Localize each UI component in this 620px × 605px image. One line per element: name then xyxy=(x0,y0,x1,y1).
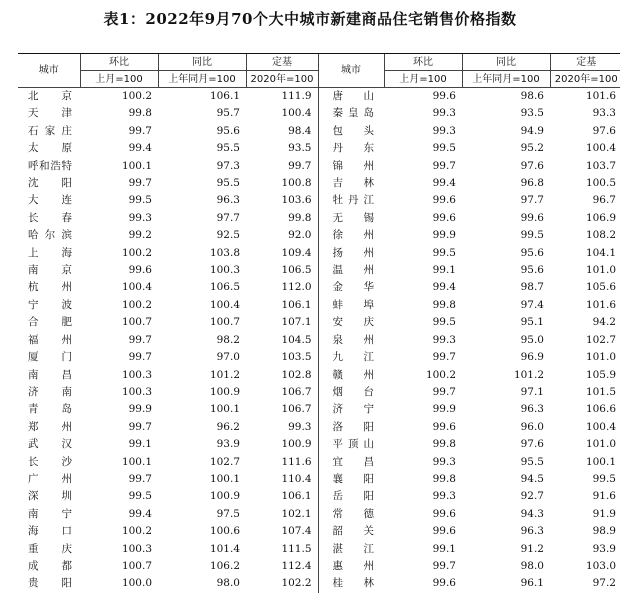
left-city-cell: 上海 xyxy=(28,246,72,259)
table-row xyxy=(18,419,620,436)
table-row xyxy=(18,192,620,209)
header-yoy-base-right: 上年同月=100 xyxy=(462,71,550,88)
right-city-cell: 秦皇岛 xyxy=(332,107,374,120)
left-mom-cell: 100.2 xyxy=(121,90,152,102)
right-yoy-cell: 92.7 xyxy=(520,490,544,503)
right-city-cell: 平顶山 xyxy=(332,438,374,451)
left-yoy-cell: 95.6 xyxy=(216,124,240,137)
header-mom-base-left: 上月=100 xyxy=(80,71,158,88)
right-fixed-cell: 98.9 xyxy=(592,525,616,538)
header-city-left: 城市 xyxy=(18,54,80,88)
header-yoy-right: 同比 xyxy=(462,54,550,71)
left-fixed-cell: 99.8 xyxy=(246,210,318,227)
left-yoy-cell: 100.4 xyxy=(209,298,240,311)
left-mom-cell: 99.5 xyxy=(128,490,152,503)
left-yoy-cell: 95.5 xyxy=(216,177,240,190)
left-fixed-cell: 100.9 xyxy=(246,436,318,453)
right-yoy-cell: 94.5 xyxy=(520,472,544,485)
left-fixed-cell: 109.4 xyxy=(246,245,318,262)
left-mom-cell: 100.1 xyxy=(121,159,152,172)
right-mom-cell: 99.6 xyxy=(432,211,456,224)
left-mom-cell: 100.3 xyxy=(121,368,152,381)
left-mom-cell: 99.7 xyxy=(128,333,152,346)
left-city-cell: 长春 xyxy=(28,211,72,224)
right-city-cell: 徐州 xyxy=(332,229,374,242)
left-yoy-cell: 100.1 xyxy=(209,403,240,416)
left-city-cell: 成都 xyxy=(28,559,72,572)
table-row xyxy=(18,436,620,453)
right-city-cell: 洛阳 xyxy=(332,420,374,433)
table-row xyxy=(18,158,620,175)
left-mom-cell: 99.4 xyxy=(128,142,152,155)
right-city-cell: 唐山 xyxy=(332,90,374,102)
left-yoy-cell: 106.5 xyxy=(209,281,240,294)
right-yoy-cell: 93.5 xyxy=(520,107,544,120)
right-fixed-cell: 93.9 xyxy=(592,542,616,555)
left-yoy-cell: 100.7 xyxy=(209,316,240,329)
right-city-cell: 泉州 xyxy=(332,333,374,346)
left-fixed-cell: 106.1 xyxy=(246,488,318,505)
header-fixed-base-right: 2020年=100 xyxy=(550,71,620,88)
left-fixed-cell: 112.4 xyxy=(246,558,318,575)
left-yoy-cell: 103.8 xyxy=(209,246,240,259)
left-fixed-cell: 107.4 xyxy=(246,523,318,540)
right-yoy-cell: 97.4 xyxy=(520,298,544,311)
left-mom-cell: 100.2 xyxy=(121,246,152,259)
right-yoy-cell: 101.2 xyxy=(513,368,544,381)
header-mom-right: 环比 xyxy=(384,54,462,71)
left-yoy-cell: 97.3 xyxy=(216,159,240,172)
right-mom-cell: 99.5 xyxy=(432,246,456,259)
table-row xyxy=(18,384,620,401)
left-yoy-cell: 98.2 xyxy=(216,333,240,346)
left-mom-cell: 99.7 xyxy=(128,472,152,485)
left-yoy-cell: 100.9 xyxy=(209,385,240,398)
right-fixed-cell: 102.7 xyxy=(585,333,616,346)
right-mom-cell: 99.8 xyxy=(432,298,456,311)
table-row xyxy=(18,227,620,244)
right-city-cell: 无锡 xyxy=(332,211,374,224)
left-city-cell: 武汉 xyxy=(28,438,72,451)
right-mom-cell: 99.9 xyxy=(432,403,456,416)
right-city-cell: 包头 xyxy=(332,124,374,137)
table-header-row xyxy=(18,54,620,71)
page-title: 表1：2022年9月70个大中城市新建商品住宅销售价格指数 xyxy=(103,10,517,28)
table-row xyxy=(18,245,620,262)
left-yoy-cell: 98.0 xyxy=(216,577,240,590)
left-yoy-cell: 96.2 xyxy=(216,420,240,433)
right-yoy-cell: 95.6 xyxy=(520,264,544,277)
right-fixed-cell: 101.5 xyxy=(585,385,616,398)
right-yoy-cell: 97.6 xyxy=(520,438,544,451)
table-row xyxy=(18,297,620,314)
right-yoy-cell: 97.7 xyxy=(520,194,544,207)
right-fixed-cell: 99.5 xyxy=(592,472,616,485)
right-fixed-cell: 101.0 xyxy=(585,264,616,277)
left-fixed-cell: 93.5 xyxy=(246,140,318,157)
left-mom-cell: 99.9 xyxy=(128,403,152,416)
left-city-cell: 呼和浩特 xyxy=(28,159,72,172)
right-mom-cell: 99.5 xyxy=(432,316,456,329)
left-fixed-cell: 112.0 xyxy=(246,279,318,296)
left-fixed-cell: 102.2 xyxy=(246,575,318,592)
right-mom-cell: 99.3 xyxy=(432,455,456,468)
left-yoy-cell: 97.5 xyxy=(216,507,240,520)
left-yoy-cell: 95.7 xyxy=(216,107,240,120)
right-city-cell: 温州 xyxy=(332,264,374,277)
right-fixed-cell: 105.6 xyxy=(585,281,616,294)
right-mom-cell: 99.3 xyxy=(432,124,456,137)
left-city-cell: 长沙 xyxy=(28,455,72,468)
left-mom-cell: 99.7 xyxy=(128,177,152,190)
right-fixed-cell: 105.9 xyxy=(585,368,616,381)
header-fixed-right: 定基 xyxy=(550,54,620,71)
left-mom-cell: 99.6 xyxy=(128,264,152,277)
table-row xyxy=(18,575,620,592)
left-city-cell: 南昌 xyxy=(28,368,72,381)
table-row xyxy=(18,506,620,523)
right-yoy-cell: 91.2 xyxy=(520,542,544,555)
table-row xyxy=(18,488,620,505)
left-city-cell: 天津 xyxy=(28,107,72,120)
header-yoy-left: 同比 xyxy=(158,54,246,71)
left-fixed-cell: 107.1 xyxy=(246,314,318,331)
table-row xyxy=(18,314,620,331)
left-city-cell: 广州 xyxy=(28,472,72,485)
right-fixed-cell: 101.6 xyxy=(585,298,616,311)
table-row xyxy=(18,123,620,140)
table-row xyxy=(18,367,620,384)
left-city-cell: 福州 xyxy=(28,333,72,346)
right-yoy-cell: 96.8 xyxy=(520,177,544,190)
right-fixed-cell: 91.9 xyxy=(592,507,616,520)
left-yoy-cell: 100.1 xyxy=(209,472,240,485)
left-mom-cell: 100.3 xyxy=(121,542,152,555)
left-mom-cell: 100.2 xyxy=(121,525,152,538)
left-yoy-cell: 97.0 xyxy=(216,351,240,364)
left-mom-cell: 100.7 xyxy=(121,559,152,572)
right-city-cell: 常德 xyxy=(332,507,374,520)
left-mom-cell: 100.0 xyxy=(121,577,152,590)
right-yoy-cell: 98.0 xyxy=(520,559,544,572)
right-yoy-cell: 99.5 xyxy=(520,229,544,242)
table-row xyxy=(18,210,620,227)
left-mom-cell: 99.7 xyxy=(128,420,152,433)
right-mom-cell: 99.5 xyxy=(432,142,456,155)
right-fixed-cell: 103.0 xyxy=(585,559,616,572)
table-row xyxy=(18,523,620,540)
price-index-table xyxy=(18,53,620,593)
table-body xyxy=(18,88,620,593)
header-yoy-base-left: 上年同月=100 xyxy=(158,71,246,88)
right-fixed-cell: 108.2 xyxy=(585,229,616,242)
right-fixed-cell: 101.0 xyxy=(585,438,616,451)
right-fixed-cell: 106.9 xyxy=(585,211,616,224)
right-yoy-cell: 96.3 xyxy=(520,525,544,538)
right-mom-cell: 99.1 xyxy=(432,264,456,277)
left-fixed-cell: 99.7 xyxy=(246,158,318,175)
right-yoy-cell: 95.1 xyxy=(520,316,544,329)
right-yoy-cell: 95.2 xyxy=(520,142,544,155)
right-mom-cell: 99.6 xyxy=(432,525,456,538)
right-mom-cell: 99.7 xyxy=(432,385,456,398)
right-city-cell: 赣州 xyxy=(332,368,374,381)
left-city-cell: 北京 xyxy=(28,90,72,102)
left-mom-cell: 100.4 xyxy=(121,281,152,294)
left-fixed-cell: 102.1 xyxy=(246,506,318,523)
left-fixed-cell: 104.5 xyxy=(246,332,318,349)
right-mom-cell: 99.3 xyxy=(432,107,456,120)
left-fixed-cell: 98.4 xyxy=(246,123,318,140)
right-yoy-cell: 94.3 xyxy=(520,507,544,520)
left-city-cell: 合肥 xyxy=(28,316,72,329)
left-yoy-cell: 97.7 xyxy=(216,211,240,224)
right-city-cell: 湛江 xyxy=(332,542,374,555)
right-mom-cell: 99.6 xyxy=(432,194,456,207)
right-yoy-cell: 95.0 xyxy=(520,333,544,346)
right-city-cell: 惠州 xyxy=(332,559,374,572)
right-fixed-cell: 91.6 xyxy=(592,490,616,503)
right-mom-cell: 99.7 xyxy=(432,351,456,364)
left-city-cell: 石家庄 xyxy=(28,124,72,137)
left-yoy-cell: 95.5 xyxy=(216,142,240,155)
table-row xyxy=(18,105,620,122)
right-fixed-cell: 93.3 xyxy=(592,107,616,120)
right-mom-cell: 99.1 xyxy=(432,542,456,555)
right-city-cell: 襄阳 xyxy=(332,472,374,485)
right-mom-cell: 99.6 xyxy=(432,90,456,102)
right-yoy-cell: 97.6 xyxy=(520,159,544,172)
header-fixed-base-left: 2020年=100 xyxy=(246,71,318,88)
left-city-cell: 杭州 xyxy=(28,281,72,294)
left-mom-cell: 99.1 xyxy=(128,438,152,451)
left-city-cell: 哈尔滨 xyxy=(28,229,72,242)
left-fixed-cell: 100.8 xyxy=(246,175,318,192)
right-fixed-cell: 103.7 xyxy=(585,159,616,172)
left-yoy-cell: 96.3 xyxy=(216,194,240,207)
right-fixed-cell: 100.4 xyxy=(585,420,616,433)
right-fixed-cell: 104.1 xyxy=(585,246,616,259)
table-row xyxy=(18,558,620,575)
left-city-cell: 海口 xyxy=(28,525,72,538)
right-mom-cell: 99.6 xyxy=(432,577,456,590)
table-row xyxy=(18,454,620,471)
right-city-cell: 安庆 xyxy=(332,316,374,329)
right-fixed-cell: 106.6 xyxy=(585,403,616,416)
right-fixed-cell: 96.7 xyxy=(592,194,616,207)
left-mom-cell: 99.3 xyxy=(128,211,152,224)
left-yoy-cell: 106.1 xyxy=(209,90,240,102)
right-city-cell: 扬州 xyxy=(332,246,374,259)
left-city-cell: 贵阳 xyxy=(28,577,72,590)
left-fixed-cell: 111.9 xyxy=(246,88,318,106)
left-yoy-cell: 100.3 xyxy=(209,264,240,277)
left-yoy-cell: 101.2 xyxy=(209,368,240,381)
left-fixed-cell: 103.5 xyxy=(246,349,318,366)
right-mom-cell: 99.4 xyxy=(432,281,456,294)
table-row xyxy=(18,279,620,296)
table-row xyxy=(18,541,620,558)
right-mom-cell: 99.7 xyxy=(432,559,456,572)
table-row xyxy=(18,262,620,279)
table-row xyxy=(18,175,620,192)
right-mom-cell: 99.6 xyxy=(432,420,456,433)
table-row xyxy=(18,88,620,106)
right-mom-cell: 99.7 xyxy=(432,159,456,172)
right-city-cell: 烟台 xyxy=(332,385,374,398)
left-city-cell: 厦门 xyxy=(28,351,72,364)
right-fixed-cell: 100.5 xyxy=(585,177,616,190)
header-city-right: 城市 xyxy=(318,54,384,88)
right-mom-cell: 99.4 xyxy=(432,177,456,190)
table-row xyxy=(18,332,620,349)
header-mom-left: 环比 xyxy=(80,54,158,71)
right-yoy-cell: 95.6 xyxy=(520,246,544,259)
right-city-cell: 金华 xyxy=(332,281,374,294)
left-city-cell: 济南 xyxy=(28,385,72,398)
table-row xyxy=(18,471,620,488)
right-yoy-cell: 95.5 xyxy=(520,455,544,468)
left-city-cell: 南京 xyxy=(28,264,72,277)
left-mom-cell: 100.7 xyxy=(121,316,152,329)
right-city-cell: 宜昌 xyxy=(332,455,374,468)
left-fixed-cell: 111.5 xyxy=(246,541,318,558)
left-city-cell: 青岛 xyxy=(28,403,72,416)
right-city-cell: 丹东 xyxy=(332,142,374,155)
table-row xyxy=(18,401,620,418)
right-mom-cell: 100.2 xyxy=(425,368,456,381)
left-yoy-cell: 101.4 xyxy=(209,542,240,555)
left-fixed-cell: 92.0 xyxy=(246,227,318,244)
right-yoy-cell: 96.1 xyxy=(520,577,544,590)
left-fixed-cell: 103.6 xyxy=(246,192,318,209)
right-yoy-cell: 98.7 xyxy=(520,281,544,294)
right-yoy-cell: 94.9 xyxy=(520,124,544,137)
left-yoy-cell: 106.2 xyxy=(209,559,240,572)
right-fixed-cell: 101.0 xyxy=(585,351,616,364)
left-mom-cell: 99.7 xyxy=(128,124,152,137)
right-mom-cell: 99.8 xyxy=(432,438,456,451)
left-fixed-cell: 100.4 xyxy=(246,105,318,122)
right-yoy-cell: 96.3 xyxy=(520,403,544,416)
left-fixed-cell: 106.5 xyxy=(246,262,318,279)
right-yoy-cell: 96.9 xyxy=(520,351,544,364)
header-fixed-left: 定基 xyxy=(246,54,318,71)
left-mom-cell: 99.2 xyxy=(128,229,152,242)
left-mom-cell: 99.8 xyxy=(128,107,152,120)
right-city-cell: 桂林 xyxy=(332,577,374,590)
left-city-cell: 深圳 xyxy=(28,490,72,503)
right-city-cell: 吉林 xyxy=(332,177,374,190)
left-city-cell: 沈阳 xyxy=(28,177,72,190)
left-mom-cell: 99.4 xyxy=(128,507,152,520)
left-fixed-cell: 102.8 xyxy=(246,367,318,384)
right-fixed-cell: 97.6 xyxy=(592,124,616,137)
right-fixed-cell: 94.2 xyxy=(592,316,616,329)
left-fixed-cell: 99.3 xyxy=(246,419,318,436)
right-mom-cell: 99.3 xyxy=(432,333,456,346)
right-city-cell: 九江 xyxy=(332,351,374,364)
left-city-cell: 郑州 xyxy=(28,420,72,433)
left-mom-cell: 100.2 xyxy=(121,298,152,311)
header-mom-base-right: 上月=100 xyxy=(384,71,462,88)
right-city-cell: 牡丹江 xyxy=(332,194,374,207)
left-city-cell: 太原 xyxy=(28,142,72,155)
right-mom-cell: 99.8 xyxy=(432,472,456,485)
right-city-cell: 锦州 xyxy=(332,159,374,172)
left-city-cell: 宁波 xyxy=(28,298,72,311)
left-city-cell: 南宁 xyxy=(28,507,72,520)
table-row xyxy=(18,140,620,157)
right-fixed-cell: 101.6 xyxy=(585,90,616,102)
right-city-cell: 韶关 xyxy=(332,525,374,538)
right-city-cell: 济宁 xyxy=(332,403,374,416)
right-yoy-cell: 97.1 xyxy=(520,385,544,398)
right-yoy-cell: 98.6 xyxy=(520,90,544,102)
right-mom-cell: 99.6 xyxy=(432,507,456,520)
right-city-cell: 蚌埠 xyxy=(332,298,374,311)
left-mom-cell: 100.3 xyxy=(121,385,152,398)
right-fixed-cell: 97.2 xyxy=(592,577,616,590)
left-mom-cell: 100.1 xyxy=(121,455,152,468)
left-mom-cell: 99.7 xyxy=(128,351,152,364)
left-mom-cell: 99.5 xyxy=(128,194,152,207)
right-yoy-cell: 99.6 xyxy=(520,211,544,224)
left-fixed-cell: 106.7 xyxy=(246,384,318,401)
right-yoy-cell: 96.0 xyxy=(520,420,544,433)
right-city-cell: 岳阳 xyxy=(332,490,374,503)
left-fixed-cell: 110.4 xyxy=(246,471,318,488)
right-mom-cell: 99.3 xyxy=(432,490,456,503)
left-yoy-cell: 92.5 xyxy=(216,229,240,242)
left-city-cell: 重庆 xyxy=(28,542,72,555)
table-row xyxy=(18,349,620,366)
left-yoy-cell: 100.6 xyxy=(209,525,240,538)
left-fixed-cell: 111.6 xyxy=(246,454,318,471)
left-fixed-cell: 106.7 xyxy=(246,401,318,418)
left-fixed-cell: 106.1 xyxy=(246,297,318,314)
right-fixed-cell: 100.4 xyxy=(585,142,616,155)
left-city-cell: 大连 xyxy=(28,194,72,207)
right-mom-cell: 99.9 xyxy=(432,229,456,242)
left-yoy-cell: 93.9 xyxy=(216,438,240,451)
left-yoy-cell: 102.7 xyxy=(209,455,240,468)
left-yoy-cell: 100.9 xyxy=(209,490,240,503)
right-fixed-cell: 100.1 xyxy=(585,455,616,468)
